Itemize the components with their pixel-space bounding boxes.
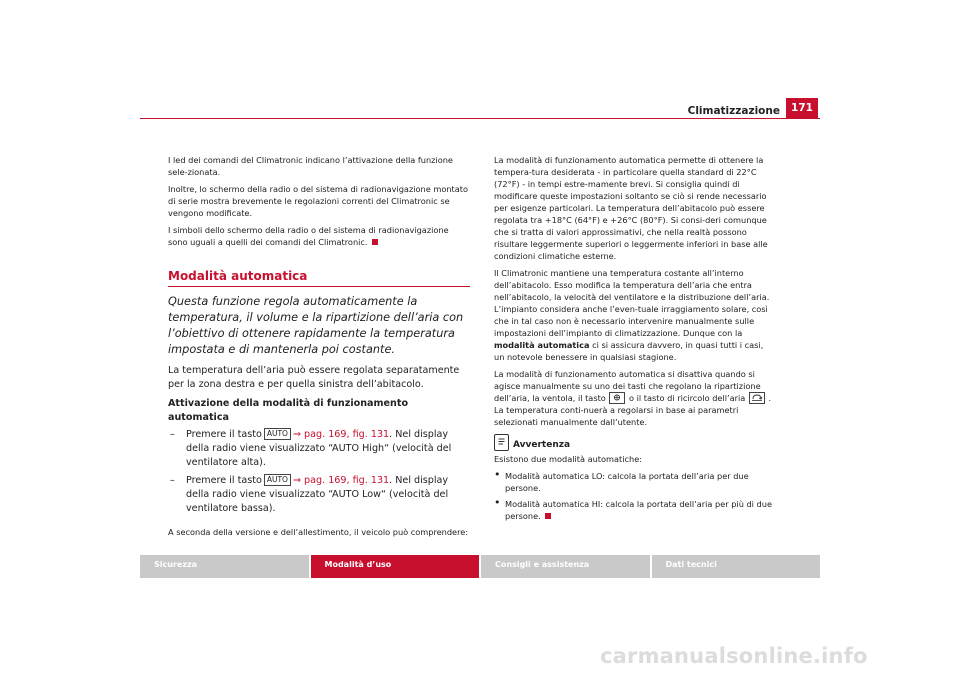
header-rule (140, 118, 820, 119)
steps-list (168, 428, 470, 516)
section-intro: Questa funzione regola automaticamente la temperatura, il volume e la ripartizione dell’aria con l’obiettivo di ottenere rapidamente la temperatura impostata e di mantenerla poi costante. (168, 295, 464, 356)
page-reference-link[interactable]: ⇒ pag. 169, fig. 131 (292, 429, 390, 440)
footer-tab-consigli-e-assistenza[interactable]: Consigli e assistenza (481, 555, 650, 578)
subheading: Attivazione della modalità di funzionamento automatica (168, 398, 409, 423)
watermark: carmanualsonline.info (600, 644, 868, 668)
page-header-title: Climatizzazione (687, 105, 780, 117)
left-para-2: Inoltre, lo schermo della radio o del sistema di radionavigazione montato di serie mostra brevemente le regolazioni correnti del Climatronic se vengono modificate. (168, 184, 468, 218)
footer-tab-modalita-duso[interactable]: Modalità d’uso (311, 555, 480, 578)
bold-term: modalità automatica (494, 340, 590, 350)
left-para-4: La temperatura dell’aria può essere regolata separatamente per la zona destra e per quella sinistra dell’abitacolo. (168, 365, 460, 390)
list-item: • Modalità automatica HI: calcola la portata dell’aria per più di due persone. (494, 498, 776, 522)
page-reference-link[interactable]: ⇒ pag. 169, fig. 131 (292, 475, 390, 486)
right-para-2: Il Climatronic mantiene una temperatura costante all’interno dell’abitacolo. Esso modifica la temperatura dell’aria che entra nell’abitacolo, la velocità del ventilatore e la distribuzione dell’aria. L’impianto considera anche l’even-tuale irraggiamento solare, così che in tal caso non è necessario intervenire manualmente sulle impostazioni dell’impianto di climatizzazione. Dunque con la modalità automatica ci si assicura davvero, in quasi tutti i casi, un notevole benessere in qualsiasi stagione. (494, 268, 770, 362)
list-item: • Modalità automatica LO: calcola la portata dell’aria per due persone. (494, 470, 776, 494)
note-icon (494, 434, 509, 451)
footer-tab-dati-tecnici[interactable]: Dati tecnici (652, 555, 821, 578)
footer-tab-sicurezza[interactable]: Sicurezza (140, 555, 309, 578)
note-header (494, 434, 776, 451)
note-list (494, 470, 776, 522)
right-para-1: La modalità di funzionamento automatica permette di ottenere la tempera-tura desiderata - in particolare quella standard di 22°C (72°F) - in tempi estre-mamente brevi. Si consiglia quindi di modificare queste impostazioni soltanto se ciò si rende necessario per esigenze particolari. La temperatura dell’abitacolo può essere regolata tra +18°C (64°F) e +26°C (80°F). Si consi-deri comunque che si tratta di valori approssimativi, che nella realtà possono risultare leggermente superiori o leggermente inferiori in base alle condizioni climatiche esterne. (494, 155, 768, 261)
fan-icon (609, 392, 625, 404)
end-of-section-marker (372, 239, 378, 245)
right-para-3: La modalità di funzionamento automatica si disattiva quando si agisce manualmente su uno dei tasti che regolano la ripartizione dell’aria, la ventola, il tasto o il tasto di ricircolo dell’aria . La temperatura conti-nuerà a regolarsi in base ai parametri selezionati manualmente dall’utente. (494, 369, 772, 427)
step-item: – Premere il tasto AUTO ⇒ pag. 169, fig. 131. Nel display della radio viene visualizzato “AUTO High“ (velocità del ventilatore alta). (168, 428, 470, 470)
air-recirculation-icon (749, 392, 765, 404)
section-title: Modalità automatica (168, 270, 470, 287)
left-para-3: I simboli dello schermo della radio o del sistema di radionavigazione sono uguali a quelli dei comandi del Climatronic. (168, 225, 449, 247)
auto-key: AUTO (264, 474, 291, 486)
left-column (168, 154, 470, 543)
page-number-badge: 171 (786, 98, 818, 118)
left-para-5: A seconda della versione e dell’allestimento, il veicolo può comprendere: (168, 527, 469, 537)
auto-key: AUTO (264, 428, 291, 440)
step-item: – Premere il tasto AUTO ⇒ pag. 169, fig. 131. Nel display della radio viene visualizzato “AUTO Low“ (velocità del ventilatore bassa). (168, 474, 470, 516)
footer-nav (140, 555, 820, 578)
left-para-1: I led dei comandi del Climatronic indicano l’attivazione della funzione sele-zionata. (168, 155, 453, 177)
note-title: Avvertenza (513, 440, 571, 450)
end-of-section-marker (545, 513, 551, 519)
note-intro: Esistono due modalità automatiche: (494, 454, 642, 464)
right-column (494, 154, 776, 526)
